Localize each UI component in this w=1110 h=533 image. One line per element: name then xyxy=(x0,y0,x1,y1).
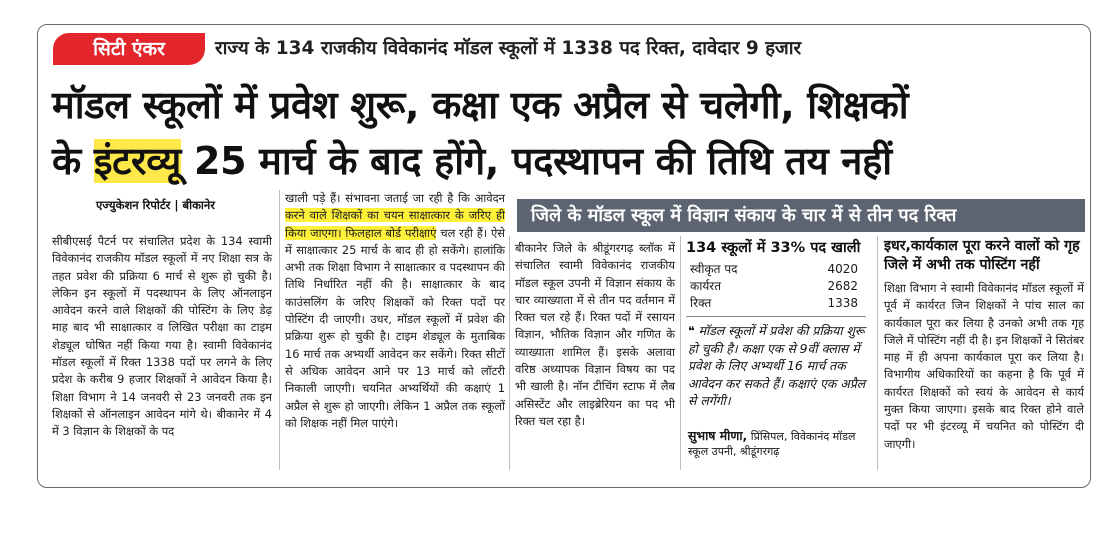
highlighted-word: इंटरव्यू xyxy=(93,139,182,183)
column-2-highlight: करने वाले शिक्षकों का चयन साक्षात्कार के जरिए ही किया जाएगा। फिलहाल बोर्ड परीक्षाएं xyxy=(285,208,505,240)
stats-row xyxy=(686,261,866,278)
article-column-4: शिक्षा विभाग ने स्वामी विवेकानंद मॉडल स्कूलों में पूर्व में कार्यरत जिन शिक्षकों ने पांच साल का कार्यकाल पूरा कर लिया है उनको अभी तक गृह जिले में पोस्टिंग नहीं दी है। इन शिक्षकों ने सितंबर माह में ही अपना कार्यकाल पूरा कर लिया है। विभागीय अधिकारियों का कहना है कि पूर्व में कार्यरत शिक्षकों को स्वयं के आवेदन से कार्य मुक्त किया जाएगा। इसके बाद रिक्त होने वाले पदों पर भी इंटरव्यू में चयनित को पोस्टिंग दी जाएगी। xyxy=(884,281,1084,451)
column-divider xyxy=(680,236,681,470)
article-column-1: सीबीएसई पैटर्न पर संचालित प्रदेश के 134 स्वामी विवेकानंद राजकीय मॉडल स्कूलों में नए शिक्षा सत्र के तहत प्रवेश की प्रक्रिया 6 मार्च से शुरू हो चुकी है। लेकिन इन स्कूलों में पदस्थापन के लिए ऑनलाइन आवेदन करने वाले शिक्षकों की पोस्टिंग के लिए डेढ़ माह बाद भी साक्षात्कार व लिखित परीक्षा का टाइम शेड्यूल घोषित नहीं किया गया है। स्वामी विवेकानंद मॉडल स्कूलों में रिक्त 1338 पदों पर लगने के लिए प्रदेश के करीब 9 हजार शिक्षकों ने आवेदन किया है। शिक्षा विभाग ने 14 जनवरी से 23 जनवरी तक इन शिक्षकों से ऑनलाइन आवेदन मांगे थे। बीकानेर में 4 में 3 विज्ञान के शिक्षकों के पद xyxy=(52,234,272,439)
side-story-banner: जिले के मॉडल स्कूल में विज्ञान संकाय के चार में से तीन पद रिक्त xyxy=(517,199,1085,232)
column-divider xyxy=(877,236,878,470)
stats-table xyxy=(686,261,866,317)
article-column-2 xyxy=(285,190,505,432)
stats-title: 134 स्कूलों में 33% पद खाली xyxy=(686,240,861,256)
signature-role: प्रिंसिपल, विवेकानंद मॉडल स्कूल उपनी, श्रीडूंगरगढ़ xyxy=(688,430,856,458)
stats-row xyxy=(686,278,866,295)
stats-value: 4020 xyxy=(827,262,858,276)
stats-value: 1338 xyxy=(827,296,858,310)
column-2-post: चल रही हैं। ऐसे में साक्षात्कार 25 मार्च के बाद ही हो सकेंगे। हालांकि अभी तक शिक्षा विभाग ने साक्षात्कार व पदस्थापन की तिथि निर्धारित नहीं की है। साक्षात्कार के बाद काउंसलिंग के जरिए शिक्षकों को रिक्त पदों पर पोस्टिंग दी जाएगी। उधर, मॉडल स्कूलों में प्रवेश की प्रक्रिया शुरू हो चुकी है। टाइम शेड्यूल के मुताबिक 16 मार्च तक अभ्यर्थी आवेदन कर सकेंगे। रिक्त सीटों से अधिक आवेदन आने पर 13 मार्च को लॉटरी निकाली जाएगी। चयनित अभ्यर्थियों की कक्षाएं 1 अप्रैल से शुरू हो जाएगी। लेकिन 1 अप्रैल तक स्कूलों को शिक्षक नहीं मिल पाएंगे। xyxy=(285,225,505,430)
column-divider xyxy=(279,190,280,470)
article-column-3: बीकानेर जिले के श्रीडूंगरगढ़ ब्लॉक में संचालित स्वामी विवेकानंद राजकीय मॉडल स्कूल उपनी में विज्ञान संकाय के चार व्याख्याता में से तीन पद वर्तमान में रिक्त चल रहे हैं। रिक्त पदों में रसायन विज्ञान, भौतिक विज्ञान और गणित के व्याख्याता शामिल हैं। इसके अलावा वरिष्ठ अध्यापक विज्ञान विषय का पद भी खाली है। नॉन टीचिंग स्टाफ में लैब असिस्टेंट और लाइब्रेरियन का पद भी रिक्त चल रहा है। xyxy=(515,241,675,428)
city-anchor-label: सिटी एंकर xyxy=(53,33,205,65)
quote-signature xyxy=(688,428,874,459)
stats-row xyxy=(686,295,866,312)
signature-name: सुभाष मीणा, xyxy=(688,428,748,443)
side-story-2-heading: इधर,कार्यकाल पूरा करने वालों को गृह जिले में अभी तक पोस्टिंग नहीं xyxy=(884,238,1080,273)
stats-label: स्वीकृत पद xyxy=(690,262,738,276)
column-divider xyxy=(509,236,510,470)
stats-label: कार्यरत xyxy=(690,279,722,293)
principal-quote: ❝ मॉडल स्कूलों में प्रवेश की प्रक्रिया शुरू हो चुकी है। कक्षा एक से 9वीं क्लास में प्रवेश के लिए अभ्यर्थी 16 मार्च तक आवेदन कर सकते हैं। कक्षाएं एक अप्रैल से लगेंगी। xyxy=(688,323,866,408)
kicker-headline: राज्य के 134 राजकीय विवेकानंद मॉडल स्कूलों में 1338 पद रिक्त, दावेदार 9 हजार xyxy=(215,38,802,59)
headline-line-1: मॉडल स्कूलों में प्रवेश शुरू, कक्षा एक अप्रैल से चलेगी, शिक्षकों xyxy=(52,83,909,127)
stats-divider xyxy=(686,316,866,317)
stats-label: रिक्त xyxy=(690,296,712,310)
headline-line-2 xyxy=(52,134,892,186)
column-2-pre: खाली पड़े हैं। संभावना जताई जा रही है कि आवेदन xyxy=(285,191,505,205)
headline-line-2-pre: के xyxy=(52,139,94,183)
stats-value: 2682 xyxy=(827,279,858,293)
headline-line-2-post: 25 मार्च के बाद होंगे, पदस्थापन की तिथि तय नहीं xyxy=(181,139,892,183)
byline: एज्युकेशन रिपोर्टर | बीकानेर xyxy=(96,198,215,212)
